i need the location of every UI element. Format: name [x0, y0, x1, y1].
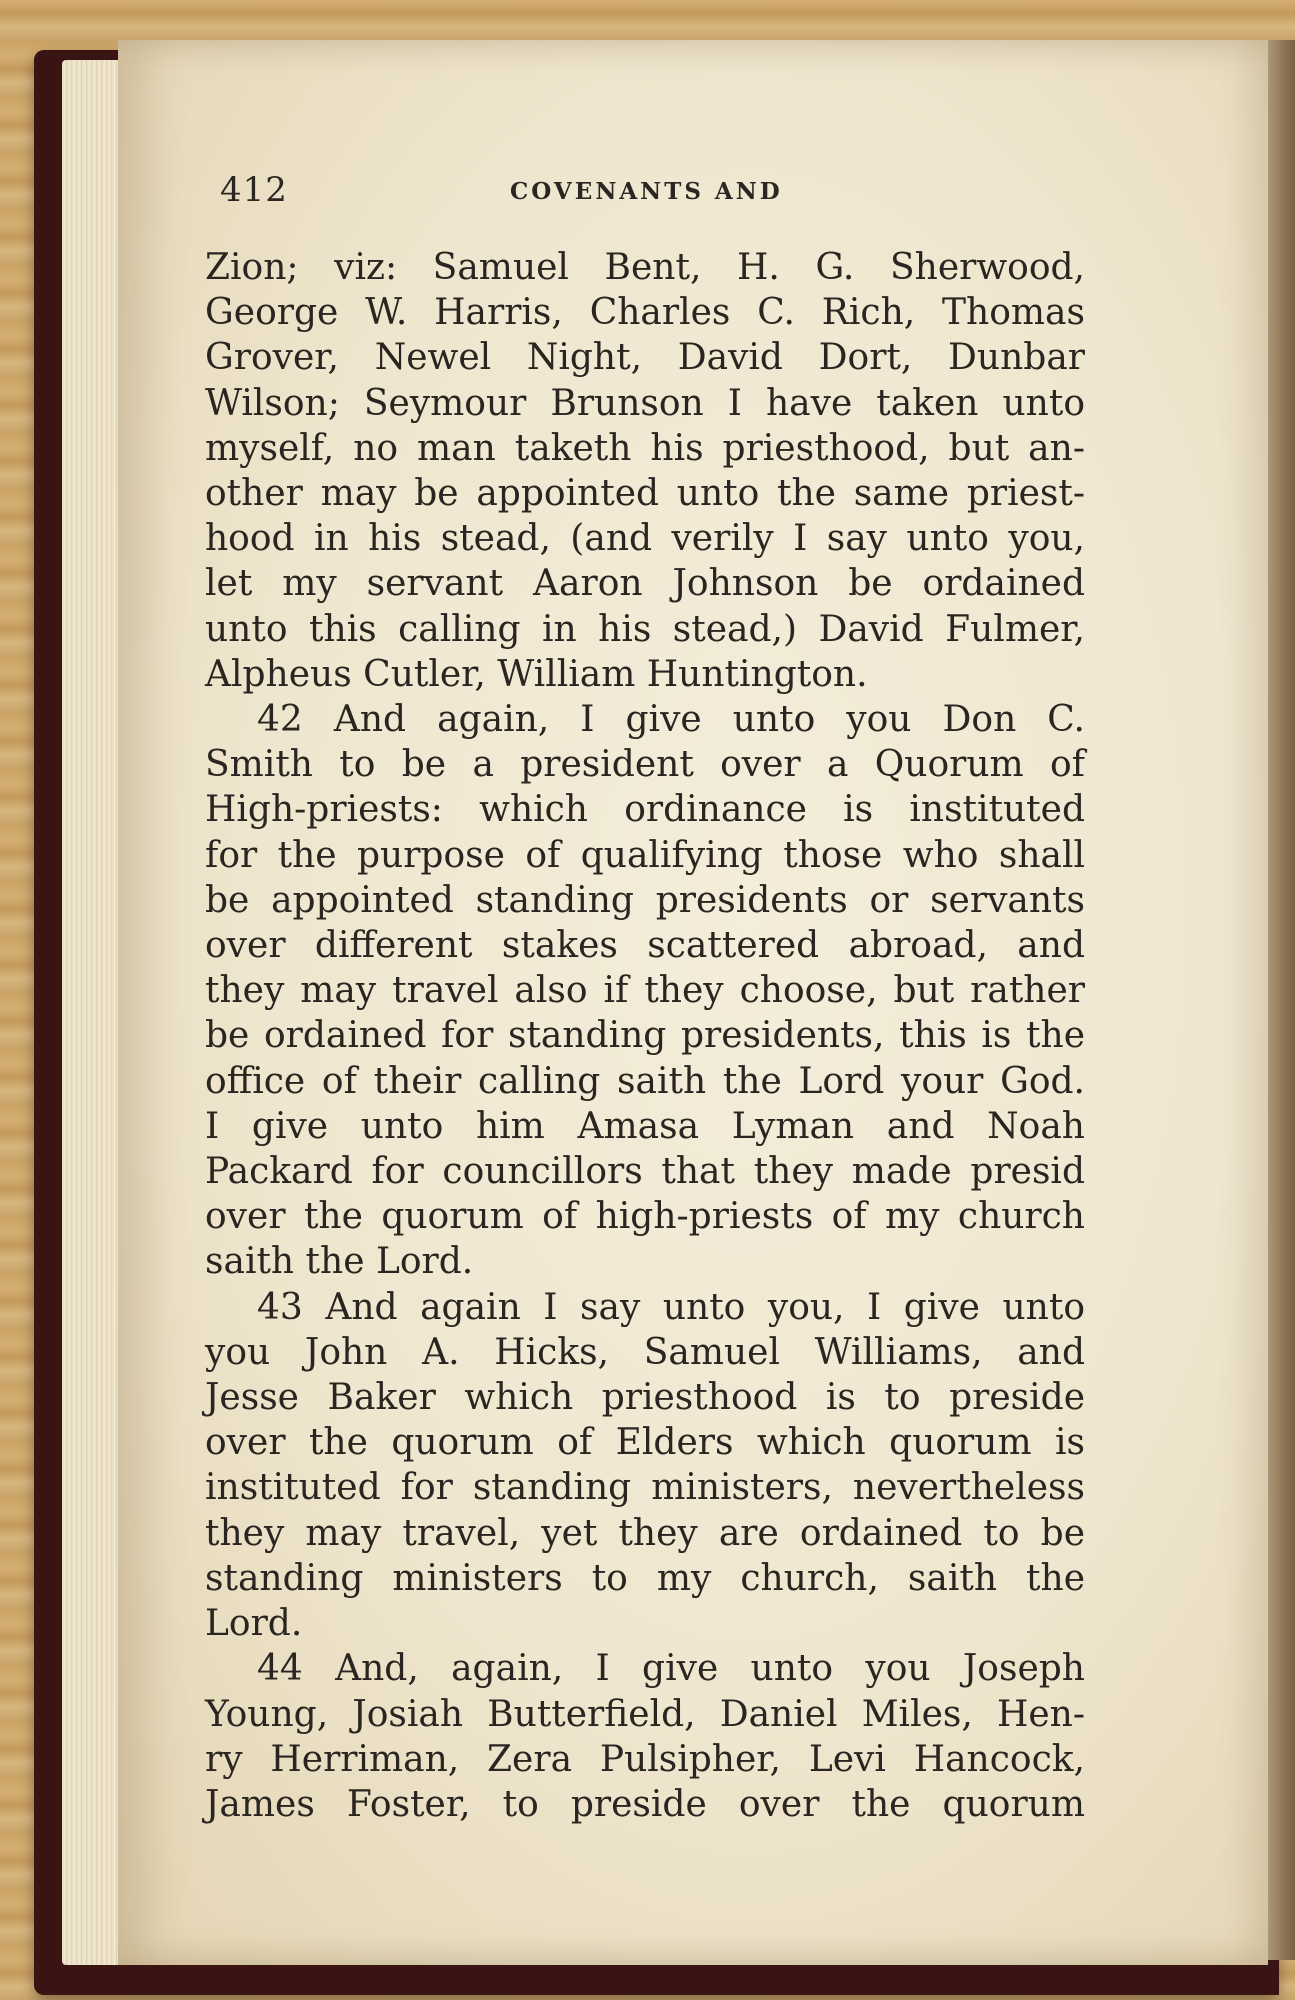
text-line: hood in his stead, (and verily I say unto you,	[205, 518, 1085, 560]
text-line: standing ministers to my church, saith the	[205, 1557, 1085, 1599]
text-line: Smith to be a president over a Quorum of	[205, 744, 1085, 786]
text-line: James Foster, to preside over the quorum	[205, 1783, 1085, 1825]
text-line: they may travel also if they choose, but rather	[205, 970, 1085, 1012]
text-line: Jesse Baker which priesthood is to preside	[205, 1377, 1085, 1419]
text-line: 42 And again, I give unto you Don C.	[257, 699, 1085, 741]
text-line: Young, Josiah Butterfield, Daniel Miles, Hen-	[205, 1693, 1085, 1735]
body-text	[205, 245, 1085, 1827]
text-line: over different stakes scattered abroad, and	[205, 925, 1085, 967]
text-line: I give unto him Amasa Lyman and Noah	[205, 1105, 1085, 1147]
text-line: instituted for standing ministers, nevertheless	[205, 1467, 1085, 1509]
text-line: Lord.	[205, 1603, 303, 1645]
text-line: they may travel, yet they are ordained to be	[205, 1512, 1085, 1554]
text-line: Alpheus Cutler, William Huntington.	[205, 653, 868, 695]
text-line: office of their calling saith the Lord your God.	[205, 1060, 1085, 1102]
page-number: 412	[220, 170, 288, 210]
text-line: Zion; viz: Samuel Bent, H. G. Sherwood,	[205, 247, 1085, 288]
text-line: High-priests: which ordinance is instituted	[205, 789, 1085, 831]
text-line: saith the Lord.	[205, 1241, 474, 1283]
text-line: unto this calling in his stead,) David Fulmer,	[205, 608, 1085, 650]
text-line: ry Herriman, Zera Pulsipher, Levi Hancock,	[205, 1738, 1085, 1780]
text-line: over the quorum of high-priests of my church	[205, 1196, 1085, 1238]
text-line: Packard for councillors that they made presid	[205, 1151, 1085, 1193]
text-line: myself, no man taketh his priesthood, but an-	[205, 427, 1085, 469]
running-head	[215, 170, 1115, 210]
text-line: be appointed standing presidents or servants	[205, 879, 1085, 921]
text-line: George W. Harris, Charles C. Rich, Thomas	[205, 292, 1085, 334]
text-line: over the quorum of Elders which quorum is	[205, 1422, 1085, 1464]
text-line: other may be appointed unto the same priest-	[205, 473, 1085, 515]
text-line: be ordained for standing presidents, this is the	[205, 1015, 1085, 1057]
text-line: for the purpose of qualifying those who shall	[205, 834, 1085, 876]
text-line: Grover, Newel Night, David Dort, Dunbar	[205, 337, 1085, 379]
text-line: Wilson; Seymour Brunson I have taken unto	[205, 382, 1085, 424]
text-line: 44 And, again, I give unto you Joseph	[257, 1648, 1085, 1690]
running-title: COVENANTS AND	[510, 178, 783, 205]
text-line: you John A. Hicks, Samuel Williams, and	[205, 1331, 1085, 1373]
text-line: 43 And again I say unto you, I give unto	[257, 1286, 1085, 1328]
text-line: let my servant Aaron Johnson be ordained	[205, 563, 1085, 605]
